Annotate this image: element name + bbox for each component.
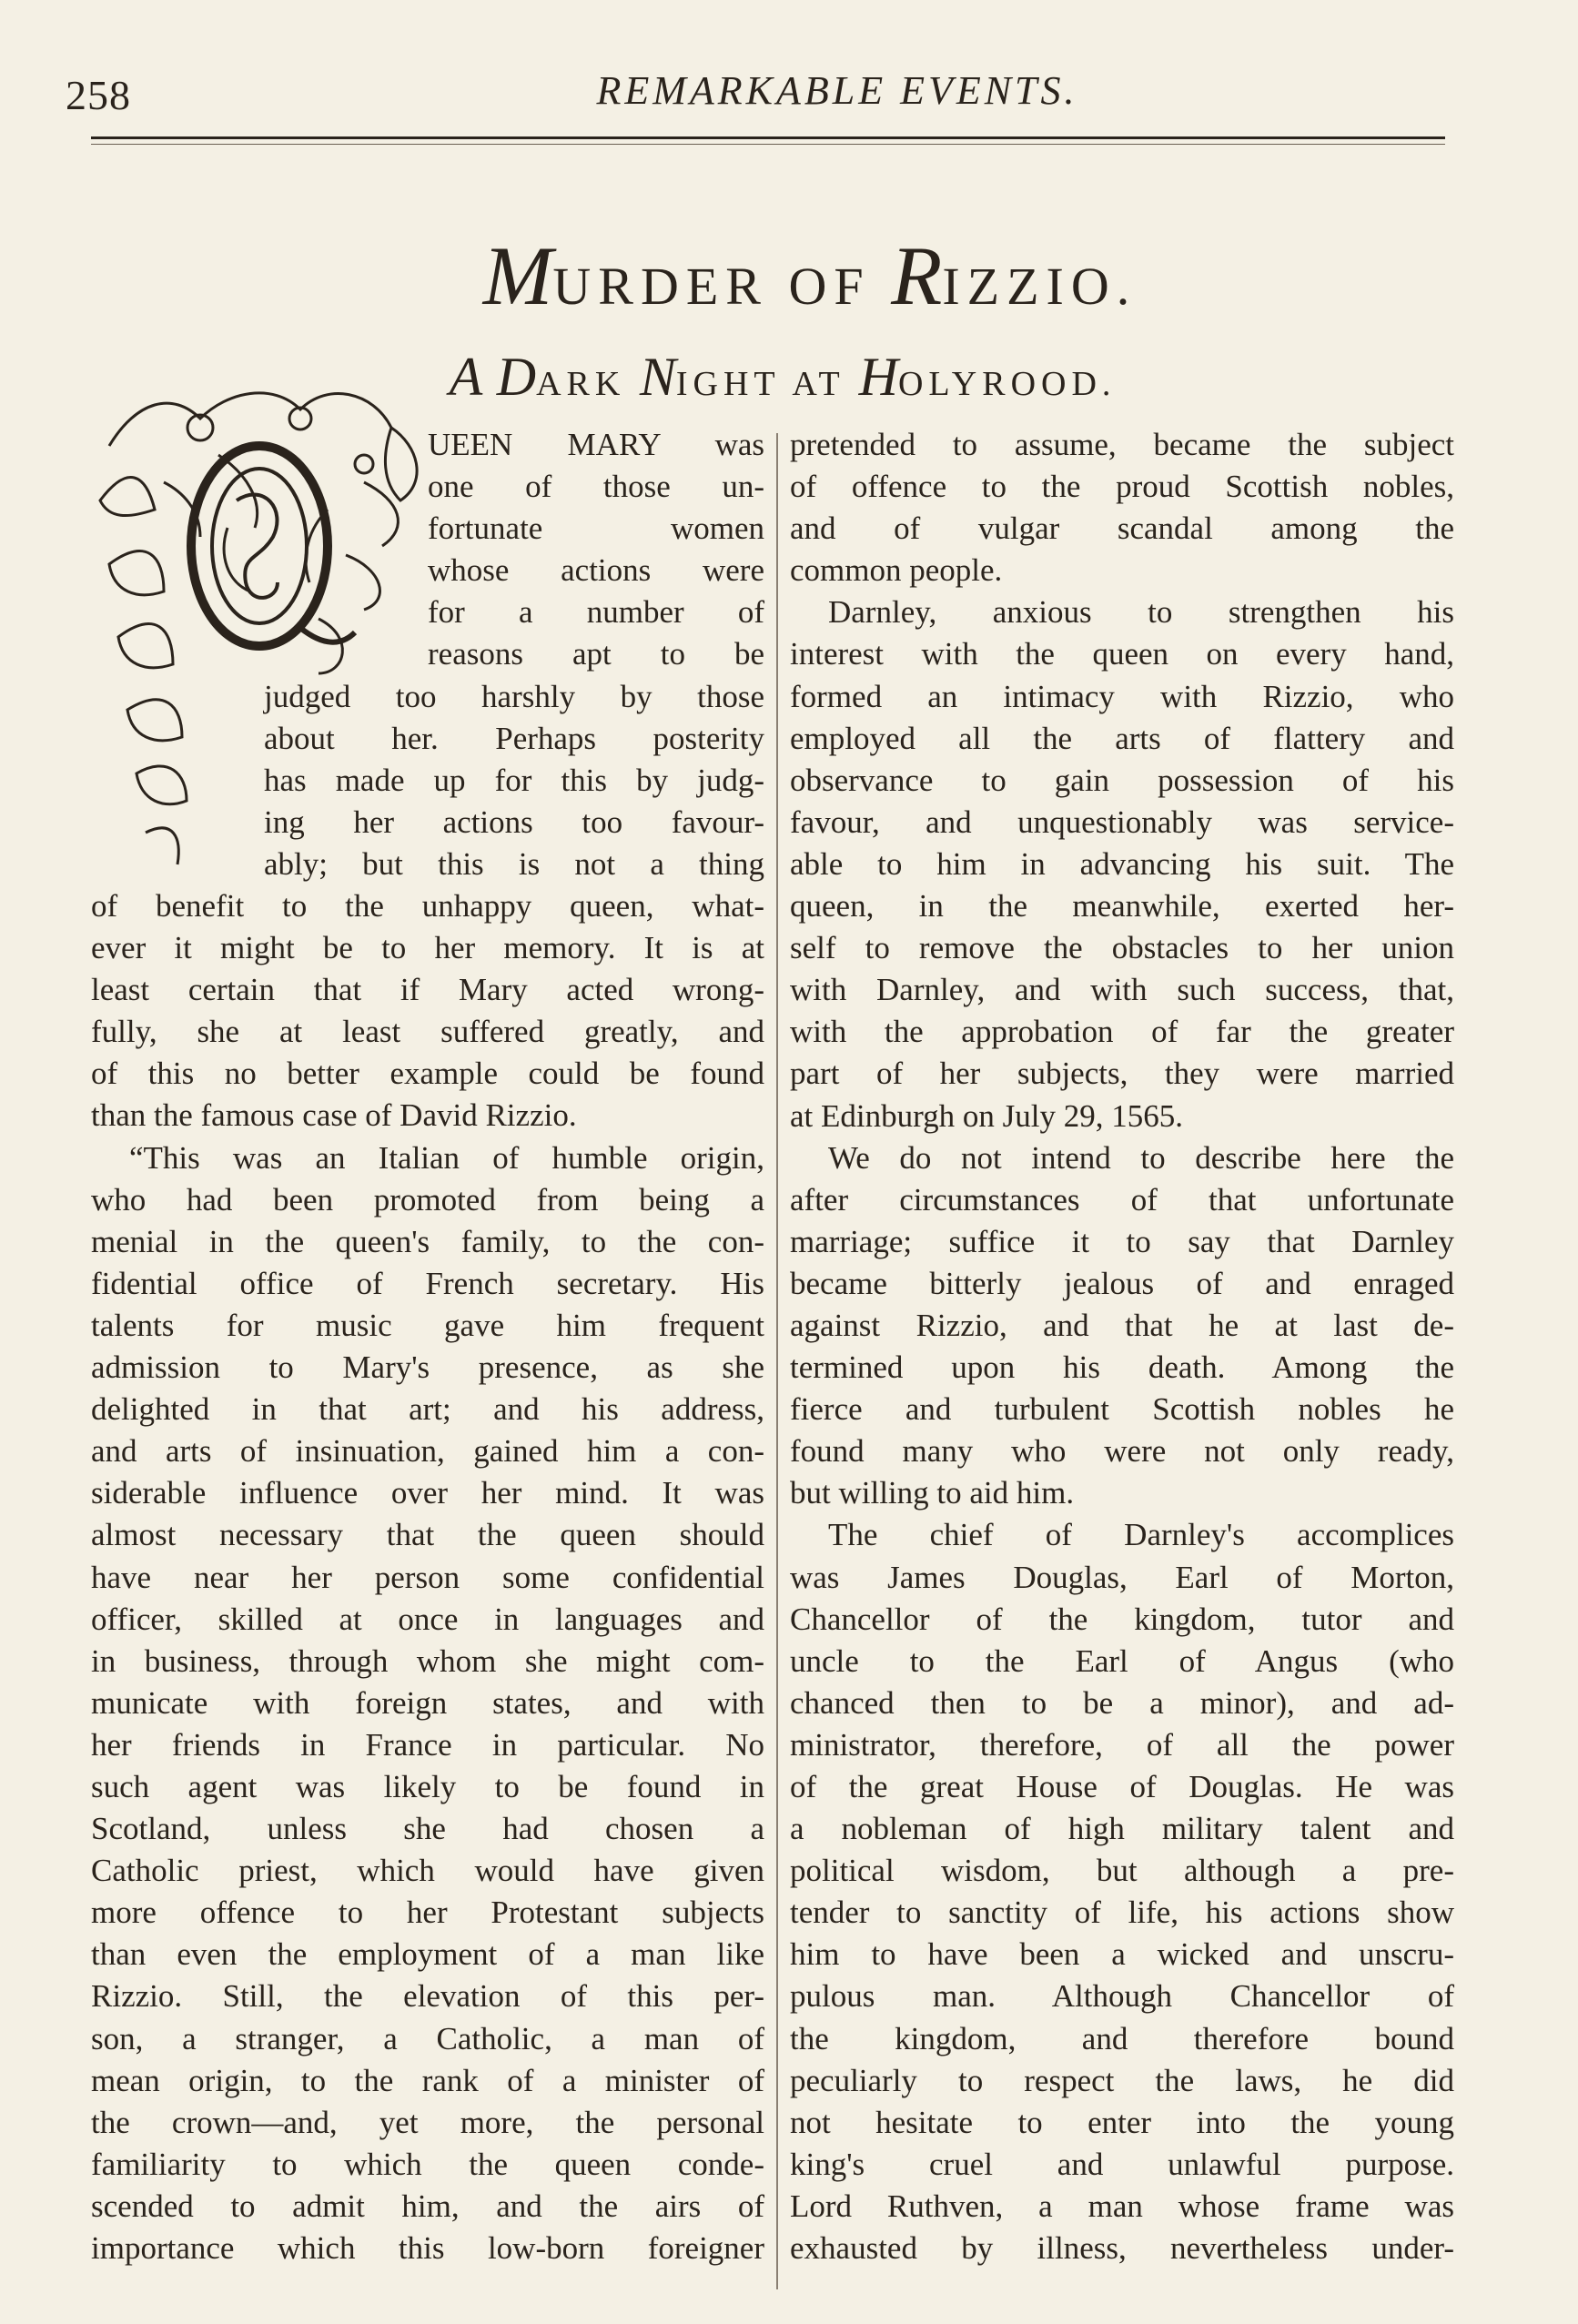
text-line: chanced then to be a minor), and ad- [790, 1684, 1454, 1721]
text-line: almost necessary that the queen should [91, 1517, 764, 1553]
text-line: the crown—and, yet more, the personal [91, 2104, 764, 2140]
text-line: formed an intimacy with Rizzio, who [790, 678, 1454, 714]
text-line: Darnley, anxious to strengthen his [828, 594, 1454, 631]
text-line: fully, she at least suffered greatly, and [91, 1014, 764, 1050]
text-line: a nobleman of high military talent and [790, 1811, 1454, 1847]
text-line: with Darnley, and with such success, that, [790, 972, 1454, 1008]
text-line: termined upon his death. Among the [790, 1349, 1454, 1386]
subtitle-d: D [496, 347, 537, 407]
left-column [91, 885, 764, 2269]
paragraph [790, 591, 1454, 1137]
text-line: Scotland, unless she had chosen a [91, 1811, 764, 1847]
text-line: exhausted by illness, nevertheless under- [790, 2230, 1454, 2267]
text-line: familiarity to which the queen conde- [91, 2146, 764, 2182]
text-line: least certain that if Mary acted wrong- [91, 972, 764, 1008]
text-line: Catholic priest, which would have given [91, 1853, 764, 1889]
subtitle-h: H [858, 347, 898, 407]
paragraph [790, 424, 1454, 591]
text-line: pulous man. Although Chancellor of [790, 1978, 1454, 2015]
running-title: REMARKABLE EVENTS. [596, 68, 1078, 113]
text-line: have near her person some confidential [91, 1559, 764, 1595]
text-line: Rizzio. Still, the elevation of this per- [91, 1978, 764, 2015]
title-initial-m: M [482, 229, 553, 322]
text-line: than even the employment of a man like [91, 1936, 764, 1973]
text-line: of the great House of Douglas. He was [790, 1769, 1454, 1804]
text-line: scended to admit him, and the airs of [91, 2188, 764, 2224]
text-line: interest with the queen on every hand, [790, 636, 1454, 672]
subtitle-ark: ARK [536, 365, 626, 403]
text-line: than the famous case of David Rizzio. [91, 1097, 577, 1134]
subtitle-olyrood: OLYROOD. [897, 365, 1117, 403]
text-line: of this no better example could be found [91, 1056, 764, 1092]
text-line: ing her actions too favour- [264, 803, 764, 840]
subtitle-a: A [449, 347, 483, 407]
text-line: able to him in advancing his suit. The [790, 845, 1454, 882]
text-line: fortunate women [428, 510, 764, 547]
text-line: talents for music gave him frequent [91, 1307, 764, 1343]
left-column-wrap [91, 424, 764, 885]
text-line: ministrator, therefore, of all the power [790, 1726, 1454, 1763]
text-line: marriage; suffice it to say that Darnley [790, 1223, 1454, 1259]
title-text-2: IZZIO. [942, 257, 1138, 316]
text-line: against Rizzio, and that he at last de- [790, 1307, 1454, 1343]
text-line: her friends in France in particular. No [91, 1726, 764, 1763]
text-line: and of vulgar scandal among the [790, 510, 1454, 547]
text-line: at Edinburgh on July 29, 1565. [790, 1097, 1183, 1134]
text-line: Chancellor of the kingdom, tutor and [790, 1601, 1454, 1637]
article-title [400, 227, 1219, 324]
paragraph [91, 885, 764, 1137]
column-divider [776, 433, 778, 2289]
text-line: king's cruel and unlawful purpose. [790, 2146, 1454, 2182]
text-line: peculiarly to respect the laws, he did [790, 2062, 1454, 2098]
text-line: fidential office of French secretary. His [91, 1265, 764, 1301]
text-line: for a number of [428, 594, 764, 631]
text-line: UEEN MARY was [428, 427, 764, 462]
subtitle-ight: IGHT AT [675, 365, 845, 403]
text-line: employed all the arts of flattery and [790, 720, 1454, 756]
text-line: “This was an Italian of humble origin, [129, 1139, 764, 1176]
text-line: and arts of insinuation, gained him a con- [91, 1433, 764, 1470]
text-line: of offence to the proud Scottish nobles, [790, 469, 1454, 505]
text-line: admission to Mary's presence, as she [91, 1349, 764, 1386]
text-line: pretended to assume, became the subject [790, 427, 1454, 462]
text-line: after circumstances of that unfortunate [790, 1181, 1454, 1218]
text-line: reasons apt to be [428, 636, 764, 672]
text-line: The chief of Darnley's accomplices [828, 1517, 1454, 1553]
text-line: uncle to the Earl of Angus (who [790, 1642, 1454, 1679]
text-line: ably; but this is not a thing [264, 845, 764, 882]
header-rule-thin [91, 144, 1445, 145]
text-line: found many who were not only ready, [790, 1433, 1454, 1470]
text-line: who had been promoted from being a [91, 1181, 764, 1218]
text-line: Lord Ruthven, a man whose frame was [790, 2188, 1454, 2224]
text-line: menial in the queen's family, to the con- [91, 1223, 764, 1259]
page-number: 258 [66, 72, 131, 118]
text-line: queen, in the meanwhile, exerted her- [790, 888, 1454, 925]
text-line: about her. Perhaps posterity [264, 720, 764, 756]
text-line: judged too harshly by those [264, 678, 764, 714]
title-text-1: URDER OF [552, 257, 871, 316]
text-line: mean origin, to the rank of a minister of [91, 2062, 764, 2098]
text-line: such agent was likely to be found in [91, 1768, 764, 1804]
text-line: We do not intend to describe here the [828, 1139, 1454, 1176]
text-line: officer, skilled at once in languages and [91, 1601, 764, 1637]
text-line: with the approbation of far the greater [790, 1014, 1454, 1050]
text-line: but willing to aid him. [790, 1475, 1075, 1511]
text-line: fierce and turbulent Scottish nobles he [790, 1391, 1454, 1428]
text-line: of benefit to the unhappy queen, what- [91, 888, 764, 924]
text-line: municate with foreign states, and with [91, 1684, 764, 1721]
subtitle-n: N [639, 347, 676, 407]
text-line: favour, and unquestionably was service- [790, 803, 1454, 840]
text-line: was James Douglas, Earl of Morton, [790, 1559, 1454, 1595]
text-line: not hesitate to enter into the young [790, 2104, 1454, 2140]
text-line: one of those un- [428, 469, 764, 505]
paragraph [790, 1514, 1454, 2269]
text-line: ever it might be to her memory. It is at [91, 930, 764, 966]
text-line: more offence to her Protestant subjects [91, 1895, 764, 1931]
text-line: the kingdom, and therefore bound [790, 2020, 1454, 2056]
text-line: siderable influence over her mind. It was [91, 1475, 764, 1511]
text-line: observance to gain possession of his [790, 762, 1454, 798]
right-column [790, 424, 1454, 2269]
text-line: tender to sanctity of life, his actions show [790, 1895, 1454, 1931]
article-subtitle [428, 346, 1138, 409]
text-line: whose actions were [428, 552, 764, 589]
paragraph [790, 1137, 1454, 1515]
text-line: son, a stranger, a Catholic, a man of [91, 2020, 764, 2056]
text-line: became bitterly jealous of and enraged [790, 1265, 1454, 1301]
text-line: in business, through whom she might com- [91, 1642, 764, 1679]
text-line: has made up for this by judg- [264, 762, 764, 798]
header-rule [91, 136, 1445, 139]
text-line: common people. [790, 552, 1003, 589]
text-line: political wisdom, but although a pre- [790, 1853, 1454, 1889]
text-line: him to have been a wicked and unscru- [790, 1936, 1454, 1973]
text-line: delighted in that art; and his address, [91, 1391, 764, 1428]
text-line: importance which this low-born foreigner [91, 2230, 764, 2266]
text-line: self to remove the obstacles to her union [790, 930, 1454, 966]
paragraph [91, 1137, 764, 2270]
title-initial-r: R [891, 229, 943, 322]
text-line: part of her subjects, they were married [790, 1056, 1454, 1092]
